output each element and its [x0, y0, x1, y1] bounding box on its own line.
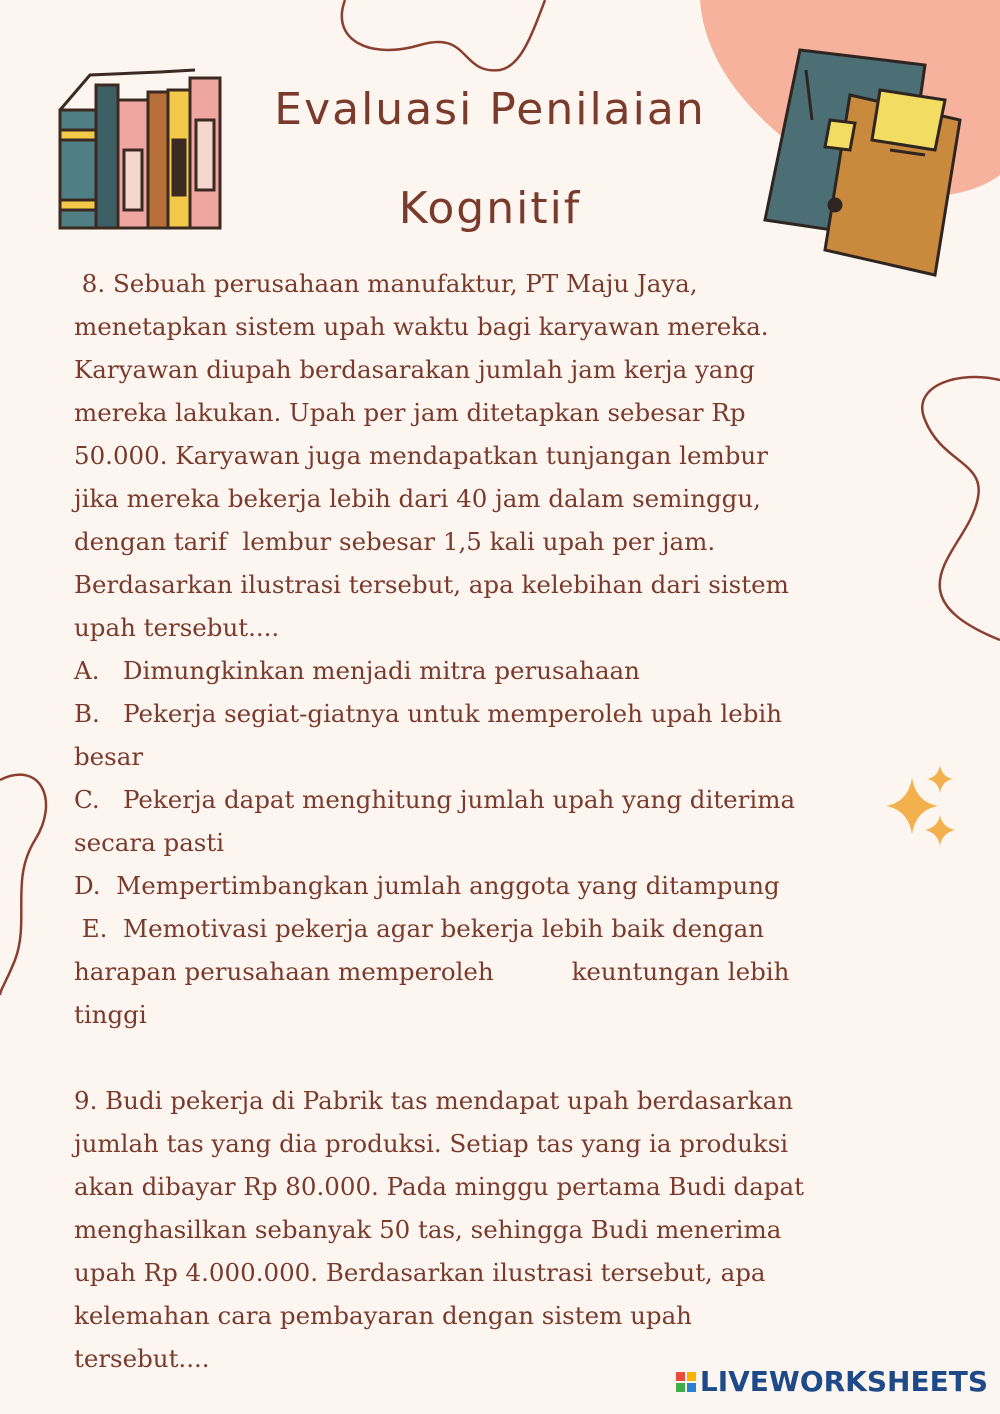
question-8	[74, 262, 904, 1036]
top-squiggle	[342, 0, 545, 70]
option-c: C. Pekerja dapat menghitung jumlah upah yang diterima	[74, 785, 796, 814]
page-title-line-1: Evaluasi Penilaian	[274, 84, 706, 135]
page-title-line-2: Kognitif	[398, 183, 582, 234]
right-squiggle	[922, 377, 1000, 640]
option-e: E. Memotivasi pekerja agar bekerja lebih baik dengan	[74, 914, 765, 943]
question-8-line: Karyawan diupah berdasarakan jumlah jam kerja yang	[74, 355, 755, 384]
option-b-cont: besar	[74, 742, 144, 771]
worksheet-content	[74, 262, 904, 1380]
option-e-cont: harapan perusahaan memperoleh keuntungan lebih	[74, 957, 790, 986]
question-9-line: akan dibayar Rp 80.000. Pada minggu pertama Budi dapat	[74, 1172, 804, 1201]
option-e-cont: tinggi	[74, 1000, 147, 1029]
option-c-cont: secara pasti	[74, 828, 225, 857]
question-8-line: Berdasarkan ilustrasi tersebut, apa kelebihan dari sistem	[74, 570, 789, 599]
option-a: A. Dimungkinkan menjadi mitra perusahaan	[74, 656, 640, 685]
question-9	[74, 1079, 904, 1380]
left-squiggle	[0, 775, 46, 995]
question-8-line: menetapkan sistem upah waktu bagi karyawan mereka.	[74, 312, 769, 341]
question-9-line: tersebut....	[74, 1344, 210, 1373]
spacer	[74, 1036, 904, 1079]
question-9-line: kelemahan cara pembayaran dengan sistem upah	[74, 1301, 692, 1330]
option-d: D. Mempertimbangkan jumlah anggota yang ditampung	[74, 871, 780, 900]
question-8-line: 50.000. Karyawan juga mendapatkan tunjangan lembur	[74, 441, 768, 470]
question-8-line: dengan tarif lembur sebesar 1,5 kali upah per jam.	[74, 527, 716, 556]
brand-text: LIVEWORKSHEETS	[699, 1365, 988, 1398]
question-9-line: jumlah tas yang dia produksi. Setiap tas yang ia produksi	[74, 1129, 789, 1158]
liveworksheets-logo-icon	[676, 1372, 696, 1392]
question-9-line: 9. Budi pekerja di Pabrik tas mendapat upah berdasarkan	[74, 1086, 794, 1115]
option-b: B. Pekerja segiat-giatnya untuk memperoleh upah lebih	[74, 699, 782, 728]
liveworksheets-logo[interactable]	[676, 1365, 988, 1398]
question-9-line: upah Rp 4.000.000. Berdasarkan ilustrasi tersebut, apa	[74, 1258, 766, 1287]
question-9-line: menghasilkan sebanyak 50 tas, sehingga Budi menerima	[74, 1215, 782, 1244]
question-8-line: jika mereka bekerja lebih dari 40 jam dalam seminggu,	[74, 484, 761, 513]
question-8-line: mereka lakukan. Upah per jam ditetapkan sebesar Rp	[74, 398, 746, 427]
question-8-line: 8. Sebuah perusahaan manufaktur, PT Maju Jaya,	[74, 269, 698, 298]
question-8-line: upah tersebut....	[74, 613, 280, 642]
